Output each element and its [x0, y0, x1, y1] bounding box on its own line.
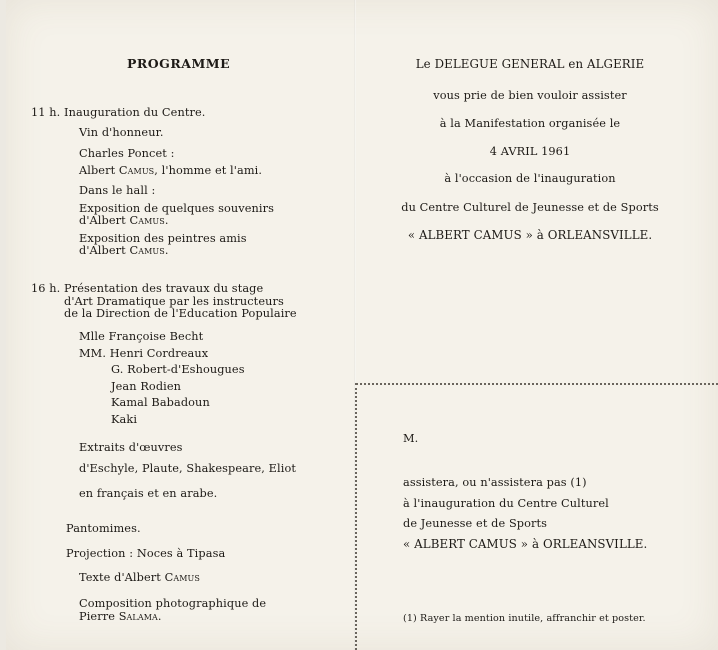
- speaker-poncet: Charles Poncet :: [79, 147, 175, 160]
- languages: en français et en arabe.: [79, 487, 218, 500]
- composition-l1: Composition photographique de: [79, 597, 267, 610]
- performer-becht: Mlle Françoise Becht: [79, 330, 204, 343]
- vin-honneur: Vin d'honneur.: [79, 126, 164, 139]
- invitation-venue: « ALBERT CAMUS » à ORLEANSVILLE.: [407, 228, 653, 242]
- reply-line-1: assistera, ou n'assistera pas (1): [403, 476, 587, 489]
- talk-title: Albert Camus, l'homme et l'ami.: [79, 164, 263, 177]
- reply-venue: « ALBERT CAMUS » à ORLEANSVILLE.: [403, 537, 648, 551]
- session-11h: 11 h. Inauguration du Centre.: [31, 106, 206, 119]
- reply-footnote: (1) Rayer la mention inutile, affranchir et poster.: [403, 613, 646, 624]
- tear-off-perforation-vertical: [355, 383, 357, 650]
- expo-souvenirs-l1: Exposition de quelques souvenirs: [79, 202, 275, 215]
- hall-heading: Dans le hall :: [79, 184, 156, 197]
- pantomimes: Pantomimes.: [66, 522, 141, 535]
- performer-eshougues: G. Robert-d'Eshougues: [111, 363, 245, 376]
- texte-camus: Texte d'Albert Camus: [79, 571, 200, 584]
- projection: Projection : Noces à Tipasa: [66, 547, 226, 560]
- session-16h-l3: de la Direction de l'Education Populaire: [64, 307, 297, 320]
- invitation-line-5: à l'occasion de l'inauguration: [444, 172, 616, 185]
- expo-souvenirs-l2: d'Albert Camus.: [79, 214, 169, 227]
- reply-line-3: de Jeunesse et de Sports: [403, 517, 548, 530]
- expo-peintres-l1: Exposition des peintres amis: [79, 232, 247, 245]
- invitation-host: Le DELEGUE GENERAL en ALGERIE: [415, 57, 645, 71]
- invitation-line-6: du Centre Culturel de Jeunesse et de Sports: [401, 201, 659, 214]
- session-16h-l1: 16 h. Présentation des travaux du stage: [31, 282, 264, 295]
- performer-rodien: Jean Rodien: [111, 380, 182, 393]
- programme-title: PROGRAMME: [127, 56, 231, 71]
- expo-peintres-l2: d'Albert Camus.: [79, 244, 169, 257]
- performer-babadoun: Kamal Babadoun: [111, 396, 210, 409]
- session-16h-l2: d'Art Dramatique par les instructeurs: [64, 295, 284, 308]
- invitation-date: 4 AVRIL 1961: [489, 145, 571, 158]
- reply-name-field: M.: [403, 432, 419, 445]
- authors-list: d'Eschyle, Plaute, Shakespeare, Eliot: [79, 462, 296, 475]
- extraits-heading: Extraits d'œuvres: [79, 441, 183, 454]
- reply-line-2: à l'inauguration du Centre Culturel: [403, 497, 609, 510]
- invitation-line-3: à la Manifestation organisée le: [439, 117, 621, 130]
- performer-kaki: Kaki: [111, 413, 138, 426]
- invitation-line-2: vous prie de bien vouloir assister: [433, 89, 627, 102]
- performer-cordreaux: MM. Henri Cordreaux: [79, 347, 209, 360]
- composition-l2: Pierre Salama.: [79, 610, 162, 623]
- tear-off-perforation-horizontal: [356, 383, 718, 385]
